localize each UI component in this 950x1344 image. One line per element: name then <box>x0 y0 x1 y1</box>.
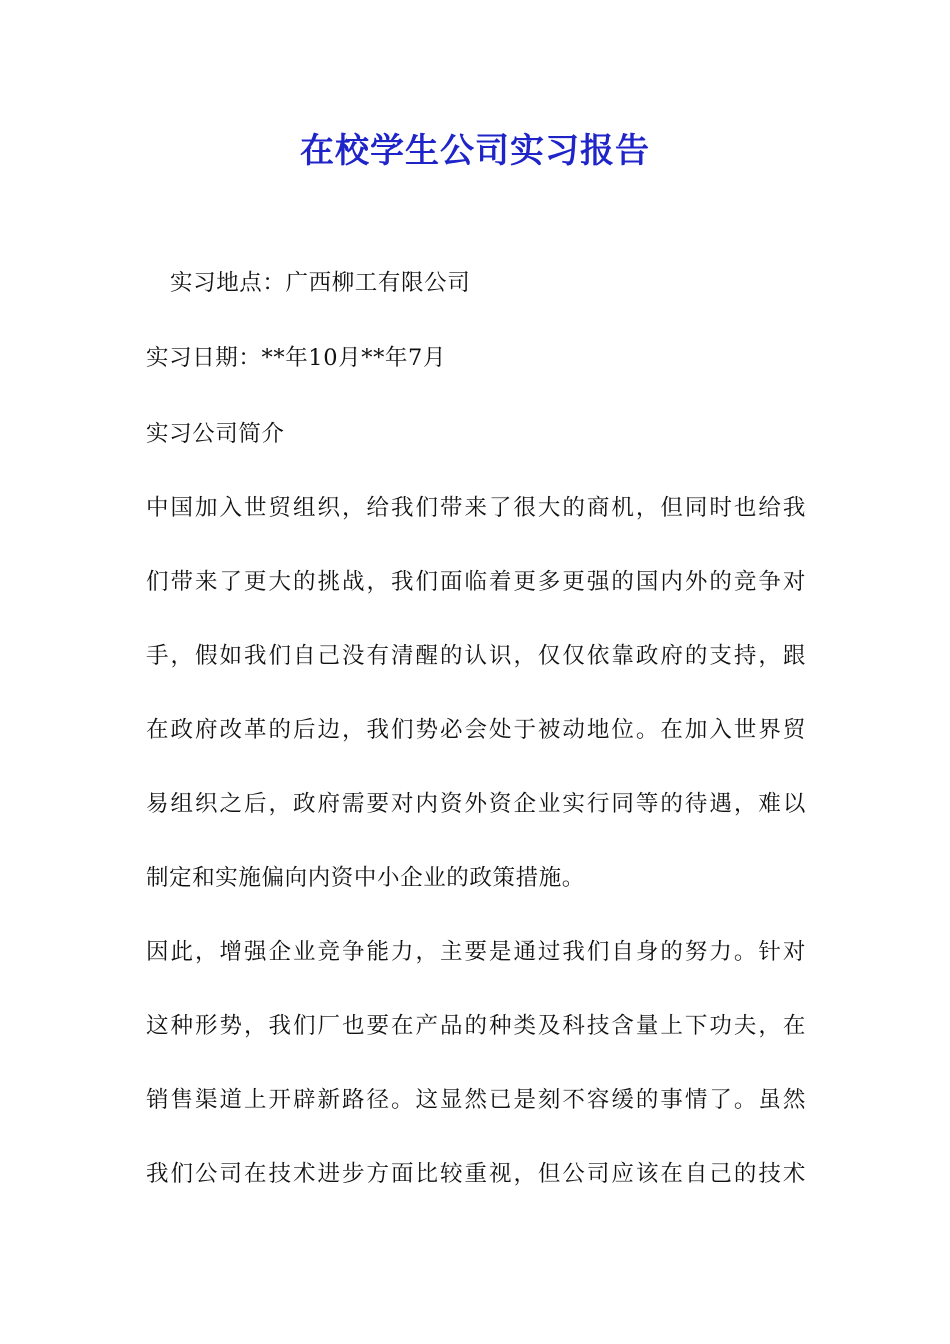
location-line: 实习地点：广西柳工有限公司 <box>170 270 471 296</box>
paragraph-line: 们带来了更大的挑战，我们面临着更多更强的国内外的竞争对 <box>146 569 806 595</box>
paragraph-line: 在政府改革的后边，我们势必会处于被动地位。在加入世界贸 <box>146 717 806 743</box>
paragraph-line: 销售渠道上开辟新路径。这显然已是刻不容缓的事情了。虽然 <box>146 1087 806 1113</box>
paragraph-line: 这种形势，我们厂也要在产品的种类及科技含量上下功夫，在 <box>146 1013 806 1039</box>
date-line: 实习日期：**年10月**年7月 <box>146 345 447 371</box>
paragraph-line: 手，假如我们自己没有清醒的认识，仅仅依靠政府的支持，跟 <box>146 643 806 669</box>
section-heading: 实习公司简介 <box>146 421 285 447</box>
paragraph-line: 易组织之后，政府需要对内资外资企业实行同等的待遇，难以 <box>146 791 806 817</box>
paragraph-line: 制定和实施偏向内资中小企业的政策措施。 <box>146 865 585 891</box>
paragraph-line: 我们公司在技术进步方面比较重视，但公司应该在自己的技术 <box>146 1161 806 1187</box>
paragraph-line: 中国加入世贸组织，给我们带来了很大的商机，但同时也给我 <box>146 495 806 521</box>
document-title: 在校学生公司实习报告 <box>300 131 650 171</box>
paragraph-line: 因此，增强企业竞争能力，主要是通过我们自身的努力。针对 <box>146 939 806 965</box>
